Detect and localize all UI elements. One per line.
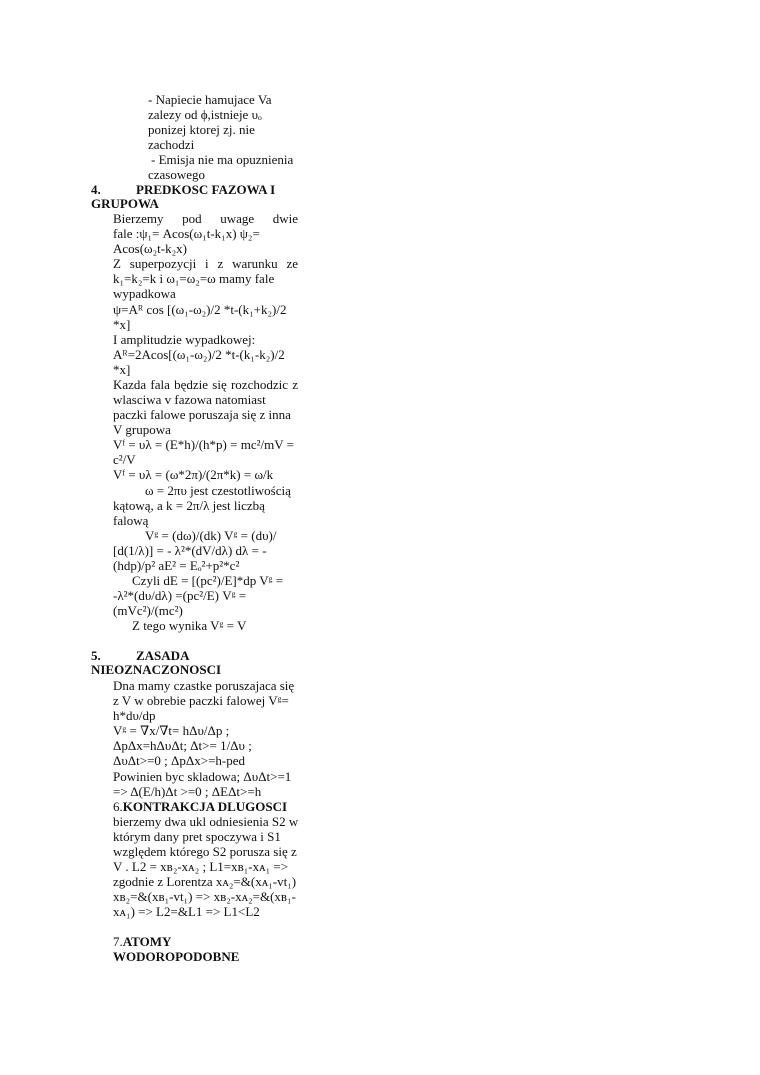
- section-6-line: zgodnie z Lorentza xᴀ₂=&(xᴀ₁-vt₁): [113, 874, 297, 889]
- section-7-number: 7.: [113, 934, 123, 949]
- section-4-line: Aᴿ=2Acos[(ω₁-ω₂)/2 *t-(k₁-k₂)/2: [113, 347, 285, 362]
- section-5-line: h*dυ/dp: [113, 708, 156, 723]
- intro-line: zalezy od ϕ,istnieje υₒ: [148, 107, 262, 122]
- section-4-line: Vᶠ = υλ = (E*h)/(h*p) = mc²/mV =: [113, 437, 294, 452]
- section-4-line: V grupowa: [113, 422, 171, 437]
- section-6-line: względem którego S2 porusza się z: [113, 844, 297, 859]
- section-4-line: Kazda fala będzie się rozchodzic z: [113, 377, 298, 392]
- section-6-number: 6.: [113, 799, 123, 814]
- section-7-heading: [113, 934, 171, 949]
- section-4-line: wypadkowa: [113, 286, 176, 301]
- section-5-line: Dna mamy czastke poruszajaca się: [113, 678, 295, 693]
- section-4-line: k₁=k₂=k i ω₁=ω₂=ω mamy fale: [113, 271, 275, 286]
- section-4-line: paczki falowe poruszaja się z inna: [113, 407, 291, 422]
- section-4-line: ψ=Aᴿ cos [(ω₁-ω₂)/2 *t-(k₁+k₂)/2: [113, 302, 287, 317]
- section-4-line: fale :ψ₁= Acos(ω₁t-k₁x) ψ₂=: [113, 226, 260, 241]
- section-4-line: Bierzemy pod uwage dwie: [113, 211, 298, 226]
- section-4-line: (hdp)/p² aE² = Eₒ²+p²*c²: [113, 558, 240, 573]
- section-7-title: ATOMY: [122, 934, 172, 949]
- section-5-title-cont: NIEOZNACZONOSCI: [91, 662, 222, 677]
- section-4-line: *x]: [113, 317, 131, 332]
- section-4-line: *x]: [113, 362, 131, 377]
- section-4-line: falową: [113, 513, 149, 528]
- section-6-line: bierzemy dwa ukl odniesienia S2 w: [113, 814, 299, 829]
- intro-line: czasowego: [148, 167, 206, 182]
- section-7-title-cont: WODOROPODOBNE: [113, 949, 240, 964]
- section-5-title: ZASADA: [136, 648, 190, 663]
- section-4-line: Z superpozycji i z warunku ze: [113, 256, 298, 271]
- section-5-line: Powinien byc skladowa; ΔυΔt>=1: [113, 769, 292, 784]
- section-4-title: PREDKOSC FAZOWA I: [136, 182, 276, 197]
- section-4-line: Acos(ω₂t-k₂x): [113, 241, 187, 256]
- section-4-line: ω = 2πυ jest czestotliwością: [145, 483, 291, 498]
- section-6-line: xᴀ₁) => L2=&L1 => L1<L2: [113, 904, 260, 919]
- section-4-line: wlasciwa v fazowa natomiast: [113, 392, 266, 407]
- section-4-line: c²/V: [113, 452, 136, 467]
- intro-line: zachodzi: [148, 137, 195, 152]
- intro-line: - Napiecie hamujace Va: [148, 92, 272, 107]
- intro-line: ponizej ktorej zj. nie: [148, 122, 255, 137]
- section-4-line: Z tego wynika Vᵍ = V: [132, 618, 247, 633]
- intro-line: - Emisja nie ma opuznienia: [151, 152, 294, 167]
- section-5-line: => Δ(E/h)Δt >=0 ; ΔEΔt>=h: [113, 784, 262, 799]
- section-6-line: xʙ₂=&(xʙ₁-vt₁) => xʙ₂-xᴀ₂=&(xʙ₁-: [113, 889, 296, 904]
- section-6-line: V . L2 = xʙ₂-xᴀ₂ ; L1=xʙ₁-xᴀ₁ =>: [113, 859, 289, 874]
- section-5-number: 5.: [91, 648, 101, 663]
- section-4-line: Vᵍ = (dω)/(dk) Vᵍ = (dυ)/: [145, 528, 277, 543]
- section-4-line: Vᶠ = υλ = (ω*2π)/(2π*k) = ω/k: [113, 467, 274, 482]
- section-4-line: Czyli dE = [(pc²)/E]*dp Vᵍ =: [132, 573, 284, 588]
- section-6-title: KONTRAKCJA DLUGOSCI: [122, 799, 288, 814]
- section-4-line: [d(1/λ)] = - λ²*(dV/dλ) dλ = -: [113, 543, 267, 558]
- section-5-line: Vᵍ = ∇x/∇t= hΔυ/Δp ;: [113, 723, 230, 738]
- section-5-line: ΔυΔt>=0 ; ΔpΔx>=h-ped: [113, 753, 246, 768]
- section-4-line: kątową, a k = 2π/λ jest liczbą: [113, 498, 265, 513]
- section-4-title-cont: GRUPOWA: [91, 196, 159, 211]
- section-5-line: ΔpΔx=hΔυΔt; Δt>= 1/Δυ ;: [113, 738, 252, 753]
- section-4-line: I amplitudzie wypadkowej:: [113, 332, 256, 347]
- section-6-line: którym dany pret spoczywa i S1: [113, 829, 281, 844]
- section-6-heading: [113, 799, 287, 814]
- section-4-number: 4.: [91, 182, 101, 197]
- section-5-line: z V w obrebie paczki falowej Vᵍ=: [113, 693, 289, 708]
- section-4-line: (mVc²)/(mc²): [113, 603, 183, 618]
- section-4-line: -λ²*(dυ/dλ) =(pc²/E) Vᵍ =: [113, 588, 247, 603]
